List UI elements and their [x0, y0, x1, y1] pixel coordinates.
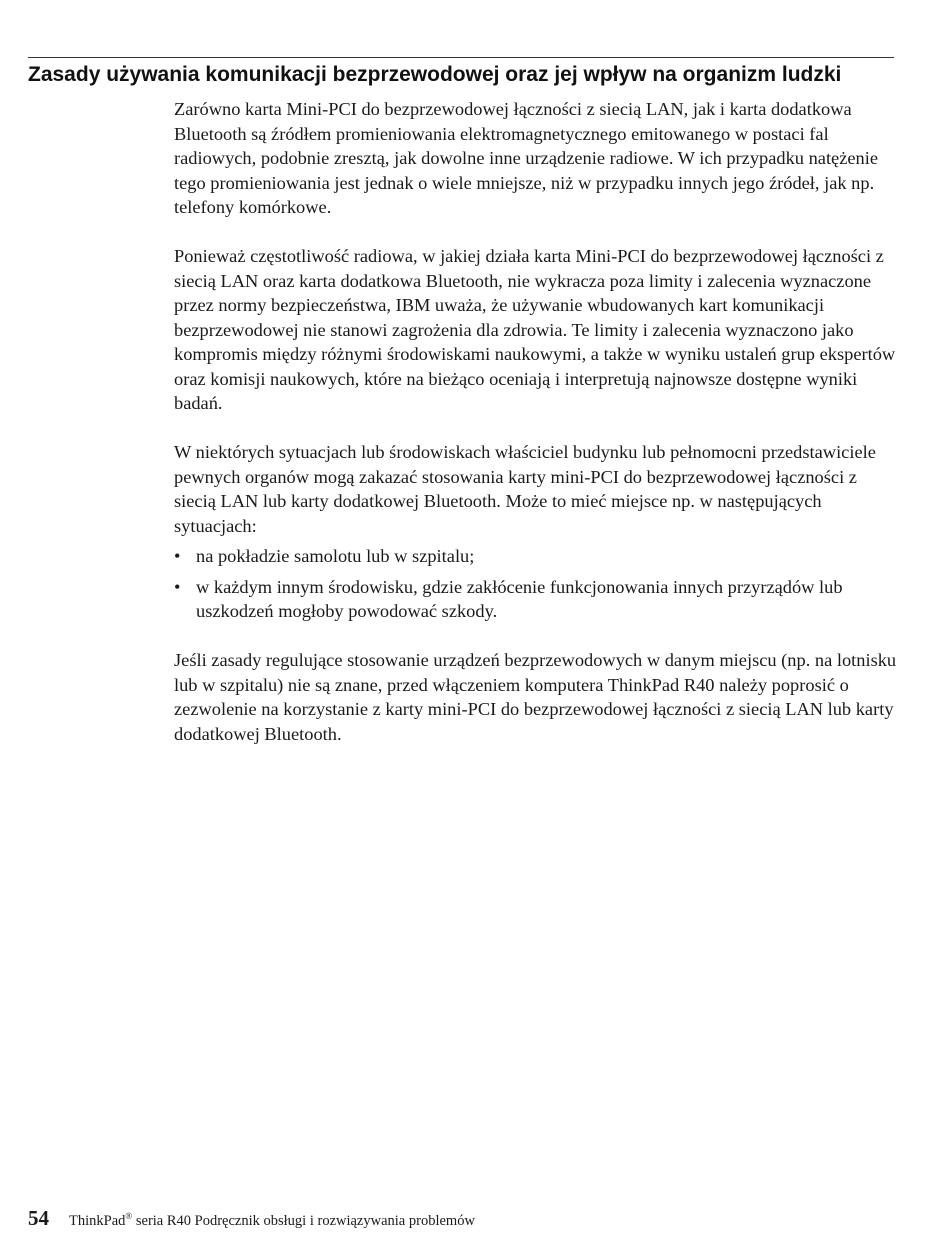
section-heading: Zasady używania komunikacji bezprzewodowej oraz jej wpływ na organizm ludzki	[28, 63, 842, 86]
list-item	[174, 575, 898, 624]
paragraph-safety-limits: Ponieważ częstotliwość radiowa, w jakiej działa karta Mini-PCI do bezprzewodowej łączności z siecią LAN oraz karta dodatkowa Bluetooth, nie wykracza poza limity i zalecenia wyznaczone przez normy bezpieczeństwa, IBM uważa, że używanie wbudowanych kart komunikacji bezprzewodowej nie stanowi zagrożenia dla zdrowia. Te limity i zalecenia wyznaczono jako kompromis między różnymi środowiskami naukowymi, a także w wyniku ustaleń grup ekspertów oraz komisji naukowych, które na bieżąco oceniają i interpretują najnowsze dostępne wyniki badań.	[174, 246, 896, 413]
registered-mark: ®	[125, 1211, 133, 1222]
paragraph-permission: Jeśli zasady regulujące stosowanie urządzeń bezprzewodowych w danym miejscu (np. na lotnisku lub w szpitalu) nie są znane, przed włączeniem komputera ThinkPad R40 należy poprosić o zezwolenie na korzystanie z karty mini-PCI do bezprzewodowej łączności z siecią LAN lub karty dodatkowej Bluetooth.	[174, 650, 897, 744]
paragraph-intro: Zarówno karta Mini-PCI do bezprzewodowej łączności z siecią LAN, jak i karta dodatkowa Bluetooth są źródłem promieniowania elektromagnetycznego emitowanego w postaci fal radiowych, podobnie zresztą, jak dowolne inne urządzenie radiowe. W ich przypadku natężenie tego promieniowania jest jednak o wiele mniejsze, niż w przypadku innych jego źródeł, jak np. telefony komórkowe.	[174, 99, 879, 217]
footer-title	[69, 1213, 475, 1229]
list-item-text: w każdym innym środowisku, gdzie zakłócenie funkcjonowania innych przyrządów lub uszkodzeń mogłoby powodować szkody.	[196, 576, 843, 621]
bullet-icon: •	[174, 546, 181, 566]
list-item-text: na pokładzie samolotu lub w szpitalu;	[196, 546, 475, 566]
restriction-list	[174, 544, 898, 624]
paragraph-restrictions: W niektórych sytuacjach lub środowiskach właściciel budynku lub pełnomocni przedstawiciele pewnych organów mogą zakazać stosowania karty mini-PCI do bezprzewodowej łączności z siecią LAN lub karty dodatkowej Bluetooth. Może to mieć miejsce np. w następujących sytuacjach:	[174, 442, 876, 536]
heading-top-rule	[28, 57, 894, 58]
page-footer	[28, 1206, 475, 1231]
list-item	[174, 544, 898, 569]
footer-title-rest: seria R40 Podręcznik obsługi i rozwiązywania problemów	[132, 1213, 475, 1229]
body-text	[174, 97, 898, 771]
bullet-icon: •	[174, 576, 181, 597]
footer-brand: ThinkPad	[69, 1213, 126, 1229]
page-number: 54	[28, 1206, 49, 1230]
